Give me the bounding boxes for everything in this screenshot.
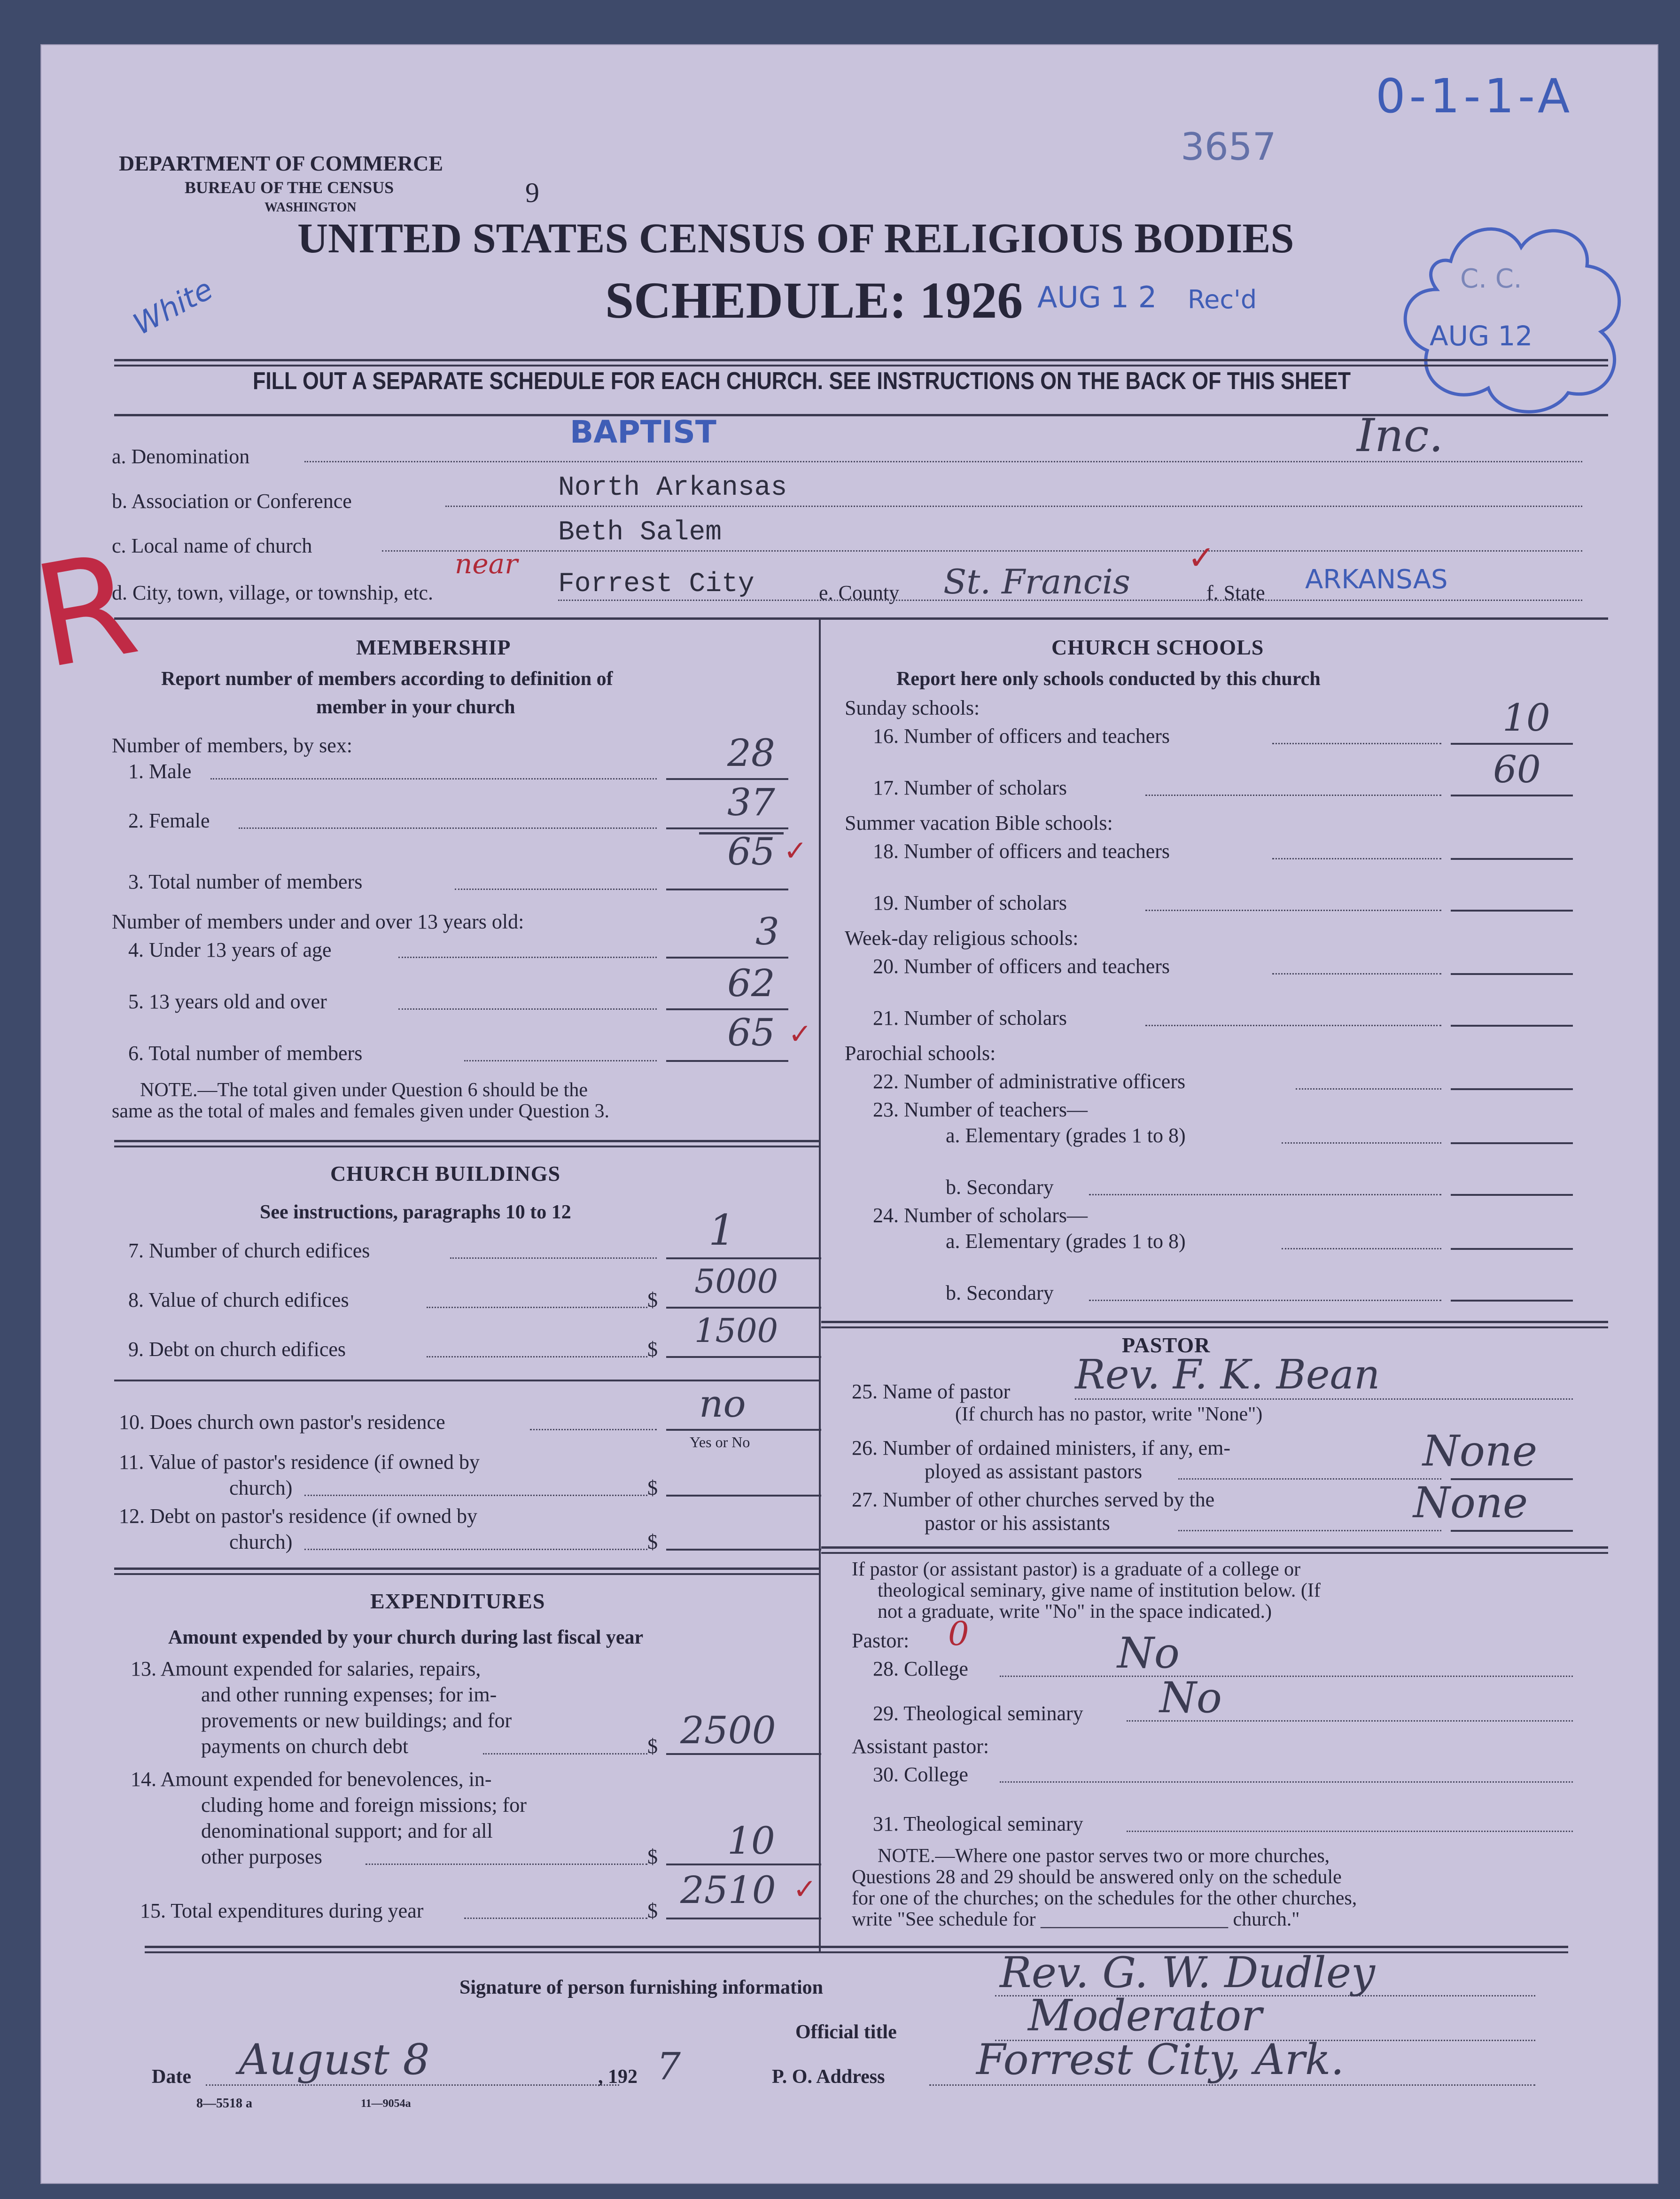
- local-name-value: Beth Salem: [558, 517, 722, 548]
- residence-value-label-1: 11. Value of pastor's residence (if owned by: [119, 1450, 480, 1474]
- print-number: 11—9054a: [361, 2098, 411, 2110]
- residence-value-dollar: $: [647, 1476, 658, 1499]
- sunday-schools-label: Sunday schools:: [845, 696, 980, 719]
- edifice-value-label: 8. Value of church edifices: [128, 1288, 349, 1311]
- summer-officers-label: 18. Number of officers and teachers: [873, 840, 1170, 863]
- county-value: St. Francis: [943, 562, 1131, 601]
- schedule-number-stamp: 3657: [1181, 125, 1276, 169]
- running-expenses-label-2: and other running expenses; for im-: [201, 1683, 497, 1706]
- city-near-mark: near: [455, 548, 518, 580]
- po-address-label: P. O. Address: [772, 2066, 885, 2088]
- membership-note-1: NOTE.—The total given under Question 6 should be the: [140, 1079, 588, 1101]
- edifice-value-value: 5000: [694, 1262, 778, 1301]
- male-label: 1. Male: [128, 760, 192, 783]
- fill-instruction: FILL OUT A SEPARATE SCHEDULE FOR EACH CHURCH. SEE INSTRUCTIONS ON THE BACK OF THIS SHEET: [253, 367, 1351, 395]
- local-name-label: c. Local name of church: [112, 534, 312, 557]
- graduate-instruction-2: theological seminary, give name of institution below. (If: [878, 1580, 1321, 1601]
- members-by-sex-label: Number of members, by sex:: [112, 734, 352, 757]
- residence-debt-label-1: 12. Debt on pastor's residence (if owned by: [119, 1505, 478, 1528]
- residence-debt-label-2: church): [229, 1530, 293, 1553]
- date-value: August 8: [239, 2035, 430, 2084]
- college-label: 28. College: [873, 1657, 968, 1680]
- city-value: Forrest City: [558, 569, 754, 600]
- association-value: North Arkansas: [558, 473, 787, 503]
- church-buildings-title: CHURCH BUILDINGS: [330, 1162, 561, 1185]
- census-schedule-sheet: [23, 45, 1657, 2183]
- female-value: 37: [727, 780, 775, 824]
- over-13-label: 5. 13 years old and over: [128, 990, 327, 1013]
- year-digit: 7: [657, 2044, 681, 2088]
- summer-scholars-label: 19. Number of scholars: [873, 891, 1067, 914]
- ordained-ministers-label-1: 26. Number of ordained ministers, if any, em-: [852, 1436, 1231, 1459]
- summer-schools-label: Summer vacation Bible schools:: [845, 811, 1113, 834]
- total-members-check-mark: ✓: [784, 834, 808, 867]
- seal-top-text: C. C.: [1460, 264, 1522, 294]
- assistant-seminary-label: 31. Theological seminary: [873, 1812, 1083, 1835]
- graduate-instruction-3: not a graduate, write "No" in the space indicated.): [878, 1601, 1272, 1622]
- edifice-debt-value: 1500: [694, 1311, 778, 1350]
- official-title-label: Official title: [795, 2021, 897, 2043]
- total-members-value: 65: [727, 830, 775, 873]
- total-members-age-label: 6. Total number of members: [128, 1042, 363, 1065]
- pastor-note-4: write "See schedule for ___________________ church.": [852, 1909, 1300, 1930]
- total-expenditures-value: 2510: [680, 1868, 776, 1912]
- assistant-pastor-label: Assistant pastor:: [852, 1735, 989, 1758]
- benevolences-dollar: $: [647, 1845, 658, 1868]
- seminary-label: 29. Theological seminary: [873, 1702, 1083, 1725]
- total-expenditures-label: 15. Total expenditures during year: [140, 1899, 424, 1922]
- pastor-title: PASTOR: [1122, 1333, 1211, 1357]
- ordained-ministers-label-2: ployed as assistant pastors: [925, 1460, 1143, 1483]
- church-schools-subtitle: Report here only schools conducted by this church: [896, 668, 1321, 690]
- other-churches-label-1: 27. Number of other churches served by the: [852, 1488, 1215, 1511]
- edifice-debt-label: 9. Debt on church edifices: [128, 1338, 346, 1361]
- denomination-label: a. Denomination: [112, 445, 250, 468]
- total-members-age-check-mark: ✓: [788, 1018, 812, 1051]
- owns-residence-label: 10. Does church own pastor's residence: [119, 1411, 445, 1434]
- benevolences-value: 10: [727, 1819, 775, 1863]
- benevolences-label-4: other purposes: [201, 1845, 322, 1868]
- county-check-mark: ✓: [1188, 538, 1215, 577]
- membership-subtitle-1: Report number of members according to definition of: [161, 668, 613, 690]
- pastor-name-value: Rev. F. K. Bean: [1075, 1351, 1380, 1398]
- received-label-stamp: Rec'd: [1188, 285, 1257, 314]
- city-label: d. City, town, village, or township, etc.: [112, 581, 433, 604]
- pastor-name-note: (If church has no pastor, write "None"): [955, 1404, 1263, 1425]
- female-label: 2. Female: [128, 809, 210, 832]
- state-value: ARKANSAS: [1305, 564, 1448, 595]
- residence-value-label-2: church): [229, 1476, 293, 1499]
- church-schools-title: CHURCH SCHOOLS: [1051, 635, 1264, 659]
- running-expenses-dollar: $: [647, 1735, 658, 1758]
- parochial-schools-label: Parochial schools:: [845, 1042, 996, 1065]
- total-members-label: 3. Total number of members: [128, 870, 363, 893]
- church-edifices-value: 1: [708, 1206, 736, 1255]
- red-r-mark: R: [23, 522, 148, 701]
- expenditures-title: EXPENDITURES: [370, 1589, 545, 1613]
- white-stamp: White: [127, 271, 218, 342]
- college-value: No: [1117, 1629, 1180, 1678]
- membership-subtitle-2: member in your church: [316, 696, 515, 718]
- edifice-debt-dollar: $: [647, 1338, 658, 1361]
- other-churches-label-2: pastor or his assistants: [925, 1512, 1110, 1535]
- yes-or-no-hint: Yes or No: [690, 1434, 750, 1450]
- graduate-instruction-1: If pastor (or assistant pastor) is a graduate of a college or: [852, 1559, 1301, 1580]
- running-expenses-value: 2500: [680, 1708, 776, 1752]
- seal-date-text: AUG 12: [1430, 320, 1533, 352]
- benevolences-label-2: cluding home and foreign missions; for: [201, 1794, 527, 1817]
- page-number-mark: 9: [525, 177, 539, 208]
- denomination-note: Inc.: [1357, 409, 1444, 462]
- sunday-officers-value: 10: [1502, 696, 1550, 740]
- scholars-secondary-label: b. Secondary: [946, 1281, 1054, 1304]
- over-13-value: 62: [727, 961, 775, 1005]
- running-expenses-label-3: provements or new buildings; and for: [201, 1709, 512, 1732]
- members-by-age-label: Number of members under and over 13 years old:: [112, 910, 524, 933]
- membership-note-2: same as the total of males and females given under Question 3.: [112, 1100, 610, 1122]
- pastor-note-1: NOTE.—Where one pastor serves two or more churches,: [878, 1845, 1330, 1867]
- edifice-value-dollar: $: [647, 1288, 658, 1311]
- male-value: 28: [727, 731, 775, 775]
- association-label: b. Association or Conference: [112, 490, 352, 513]
- membership-title: MEMBERSHIP: [356, 635, 511, 659]
- sunday-officers-label: 16. Number of officers and teachers: [873, 725, 1170, 748]
- sunday-scholars-label: 17. Number of scholars: [873, 776, 1067, 799]
- scholars-elementary-label: a. Elementary (grades 1 to 8): [946, 1230, 1186, 1253]
- seminary-value: No: [1159, 1673, 1222, 1723]
- pastor-note-2: Questions 28 and 29 should be answered only on the schedule: [852, 1866, 1342, 1888]
- washington-label: WASHINGTON: [264, 200, 357, 215]
- received-seal-icon: [1394, 214, 1639, 416]
- assistant-college-label: 30. College: [873, 1763, 968, 1786]
- administrative-officers-label: 22. Number of administrative officers: [873, 1070, 1186, 1093]
- date-label: Date: [152, 2066, 191, 2088]
- under-13-label: 4. Under 13 years of age: [128, 938, 332, 961]
- church-buildings-subtitle: See instructions, paragraphs 10 to 12: [260, 1201, 571, 1223]
- signature-label: Signature of person furnishing information: [459, 1977, 823, 1998]
- received-date-stamp: AUG 1 2: [1037, 280, 1157, 314]
- file-code-stamp: 0-1-1-A: [1376, 69, 1574, 124]
- sunday-scholars-value: 60: [1493, 748, 1541, 791]
- owns-residence-value: no: [699, 1382, 746, 1426]
- page-title: UNITED STATES CENSUS OF RELIGIOUS BODIES: [297, 215, 1294, 262]
- total-expenditures-check-mark: ✓: [793, 1873, 817, 1906]
- schedule-title: SCHEDULE: 1926: [605, 272, 1023, 329]
- total-members-age-value: 65: [727, 1011, 775, 1054]
- running-expenses-label-4: payments on church debt: [201, 1735, 409, 1758]
- other-churches-value: None: [1413, 1478, 1528, 1528]
- bureau-name: BUREAU OF THE CENSUS: [185, 178, 394, 197]
- department-name: DEPARTMENT OF COMMERCE: [119, 151, 443, 175]
- county-label: e. County: [819, 581, 900, 604]
- total-expenditures-dollar: $: [647, 1899, 658, 1922]
- running-expenses-label-1: 13. Amount expended for salaries, repairs,: [131, 1657, 481, 1680]
- benevolences-label-3: denominational support; and for all: [201, 1819, 493, 1842]
- pastor-education-label: Pastor:: [852, 1629, 910, 1652]
- po-address-value: Forrest City, Ark.: [976, 2035, 1345, 2084]
- form-number: 8—5518 a: [196, 2096, 252, 2111]
- church-edifices-label: 7. Number of church edifices: [128, 1239, 370, 1262]
- weekday-scholars-label: 21. Number of scholars: [873, 1006, 1067, 1029]
- scholars-label: 24. Number of scholars—: [873, 1204, 1088, 1227]
- ordained-ministers-value: None: [1423, 1427, 1538, 1476]
- official-title-value: Moderator: [1028, 1990, 1262, 2041]
- weekday-officers-label: 20. Number of officers and teachers: [873, 955, 1170, 978]
- pastor-note-3: for one of the churches; on the schedules for the other churches,: [852, 1887, 1357, 1909]
- denomination-value: BAPTIST: [570, 414, 716, 450]
- year-prefix: , 192: [598, 2066, 638, 2088]
- signature-value: Rev. G. W. Dudley: [1000, 1948, 1375, 1997]
- under-13-value: 3: [755, 910, 779, 953]
- state-label: f. State: [1206, 581, 1265, 604]
- residence-debt-dollar: $: [647, 1530, 658, 1553]
- pastor-name-label: 25. Name of pastor: [852, 1380, 1011, 1403]
- teachers-secondary-label: b. Secondary: [946, 1176, 1054, 1199]
- teachers-label: 23. Number of teachers—: [873, 1098, 1088, 1121]
- benevolences-label-1: 14. Amount expended for benevolences, in-: [131, 1768, 492, 1791]
- weekday-schools-label: Week-day religious schools:: [845, 927, 1079, 950]
- pastor-education-mark: 0: [948, 1614, 969, 1653]
- expenditures-subtitle: Amount expended by your church during last fiscal year: [168, 1627, 644, 1648]
- teachers-elementary-label: a. Elementary (grades 1 to 8): [946, 1124, 1186, 1147]
